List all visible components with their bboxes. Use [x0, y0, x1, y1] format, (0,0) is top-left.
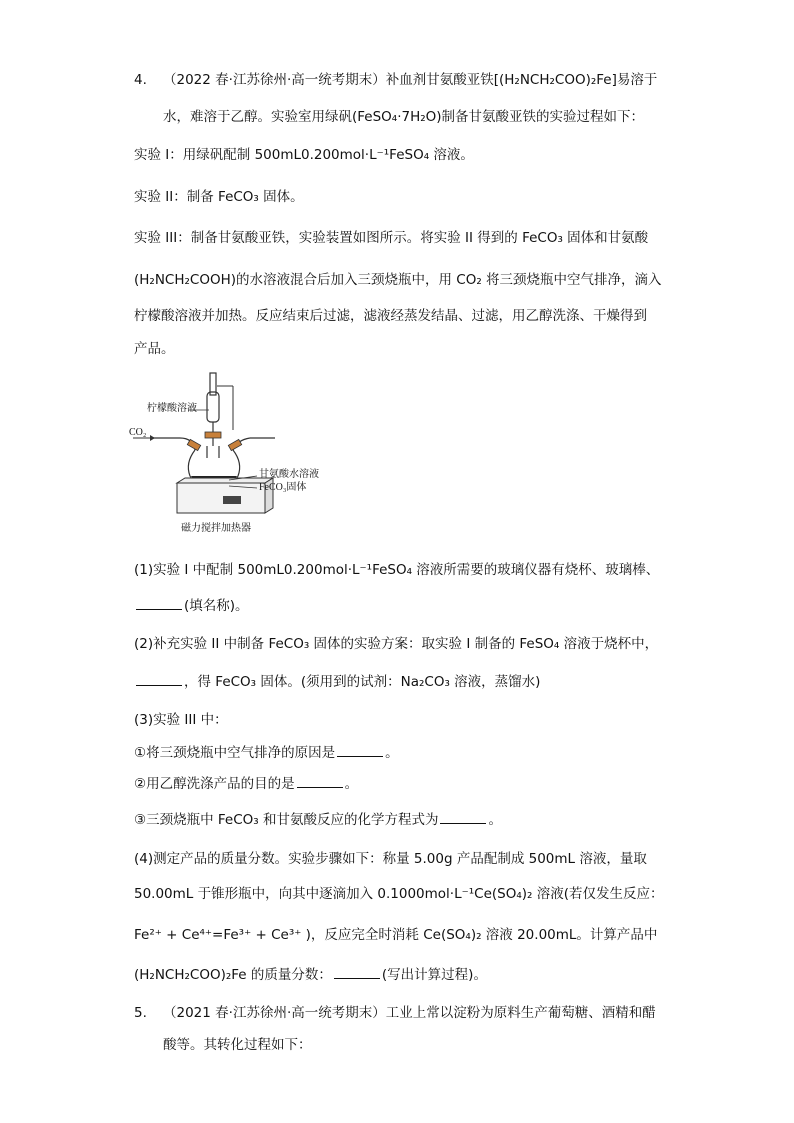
exp3-line1: 实验 III：制备甘氨酸亚铁，实验装置如图所示。将实验 II 得到的 FeCO₃ 固体和甘氨酸 — [134, 230, 649, 246]
part3-item1 — [134, 744, 399, 762]
part1-line1: (1)实验 I 中配制 500mL0.200mol·L⁻¹FeSO₄ 溶液所需要的玻璃仪器有烧杯、玻璃棒、 — [134, 562, 660, 578]
q5-number: 5. — [134, 1005, 147, 1021]
part4-line4 — [134, 966, 487, 984]
exp3-line4: 产品。 — [134, 341, 175, 357]
part3-heading: (3)实验 III 中： — [134, 712, 228, 728]
label-glycine-solution: 甘氨酸水溶液 — [259, 469, 319, 480]
part4-line3: Fe²⁺ + Ce⁴⁺=Fe³⁺ + Ce³⁺ )，反应完全时消耗 Ce(SO₄)₂ 溶液 20.00mL。计算产品中 — [134, 927, 658, 943]
label-magnetic-stirrer: 磁力搅拌加热器 — [181, 523, 251, 534]
part2-suffix: ，得 FeCO₃ 固体。(须用到的试剂：Na₂CO₃ 溶液，蒸馏水) — [184, 674, 541, 690]
label-feco3-solid: FeCO₃固体 — [259, 482, 307, 493]
period: 。 — [488, 812, 502, 828]
part2-line2 — [134, 673, 540, 691]
exp2-text: 实验 II：制备 FeCO₃ 固体。 — [134, 189, 304, 205]
q4-number: 4. — [134, 72, 147, 88]
period: 。 — [385, 745, 399, 761]
part2-line1: (2)补充实验 II 中制备 FeCO₃ 固体的实验方案：取实验 I 制备的 FeSO₄ 溶液于烧杯中， — [134, 636, 659, 652]
part4-line2: 50.00mL 于锥形瓶中，向其中逐滴加入 0.1000mol·L⁻¹Ce(SO₄)₂ 溶液(若仅发生反应： — [134, 886, 664, 902]
label-co2: CO₂ — [129, 427, 147, 438]
part3-item3 — [134, 811, 502, 829]
part4-line1: (4)测定产品的质量分数。实验步骤如下：称量 5.00g 产品配制成 500mL 溶液，量取 — [134, 851, 647, 867]
period: 。 — [344, 776, 359, 792]
q4-intro-line2: 水，难溶于乙醇。实验室用绿矾(FeSO₄·7H₂O)制备甘氨酸亚铁的实验过程如下： — [163, 109, 645, 125]
part3-item3-text: ③三颈烧瓶中 FeCO₃ 和甘氨酸反应的化学方程式为 — [134, 812, 439, 828]
part1-line2 — [134, 597, 249, 615]
answer-blank-5[interactable] — [440, 811, 486, 824]
answer-blank-4[interactable] — [297, 775, 343, 788]
q5-line1: （2021 春·江苏徐州·高一统考期末）工业上常以淀粉为原料生产葡萄糖、酒精和醋 — [163, 1005, 656, 1021]
answer-blank-2[interactable] — [136, 673, 182, 686]
q4-intro-line1: （2022 春·江苏徐州·高一统考期末）补血剂甘氨酸亚铁[(H₂NCH₂COO)₂Fe]易溶于 — [163, 72, 658, 88]
part1-suffix: (填名称)。 — [184, 598, 249, 614]
part3-item1-text: ①将三颈烧瓶中空气排净的原因是 — [134, 745, 336, 761]
exp3-line3: 柠檬酸溶液并加热。反应结束后过滤，滤液经蒸发结晶、过滤，用乙醇洗涤、干燥得到 — [134, 308, 647, 324]
exp1-text: 实验 I：用绿矾配制 500mL0.200mol·L⁻¹FeSO₄ 溶液。 — [134, 147, 474, 163]
apparatus-figure — [125, 368, 319, 543]
label-citric-acid: 柠檬酸溶液 — [147, 403, 197, 414]
q5-line2: 酸等。其转化过程如下： — [163, 1037, 312, 1053]
answer-blank-3[interactable] — [337, 744, 383, 757]
answer-blank-6[interactable] — [334, 966, 380, 979]
apparatus-drawing — [125, 368, 315, 543]
part3-item2 — [134, 775, 358, 793]
part4-suffix: (写出计算过程)。 — [381, 967, 487, 983]
part3-item2-text: ②用乙醇洗涤产品的目的是 — [134, 776, 295, 792]
exp3-line2: (H₂NCH₂COOH)的水溶液混合后加入三颈烧瓶中，用 CO₂ 将三颈烧瓶中空气排净，滴入 — [134, 272, 662, 288]
part4-formula: (H₂NCH₂COO)₂Fe 的质量分数： — [134, 967, 332, 983]
answer-blank-1[interactable] — [136, 597, 182, 610]
